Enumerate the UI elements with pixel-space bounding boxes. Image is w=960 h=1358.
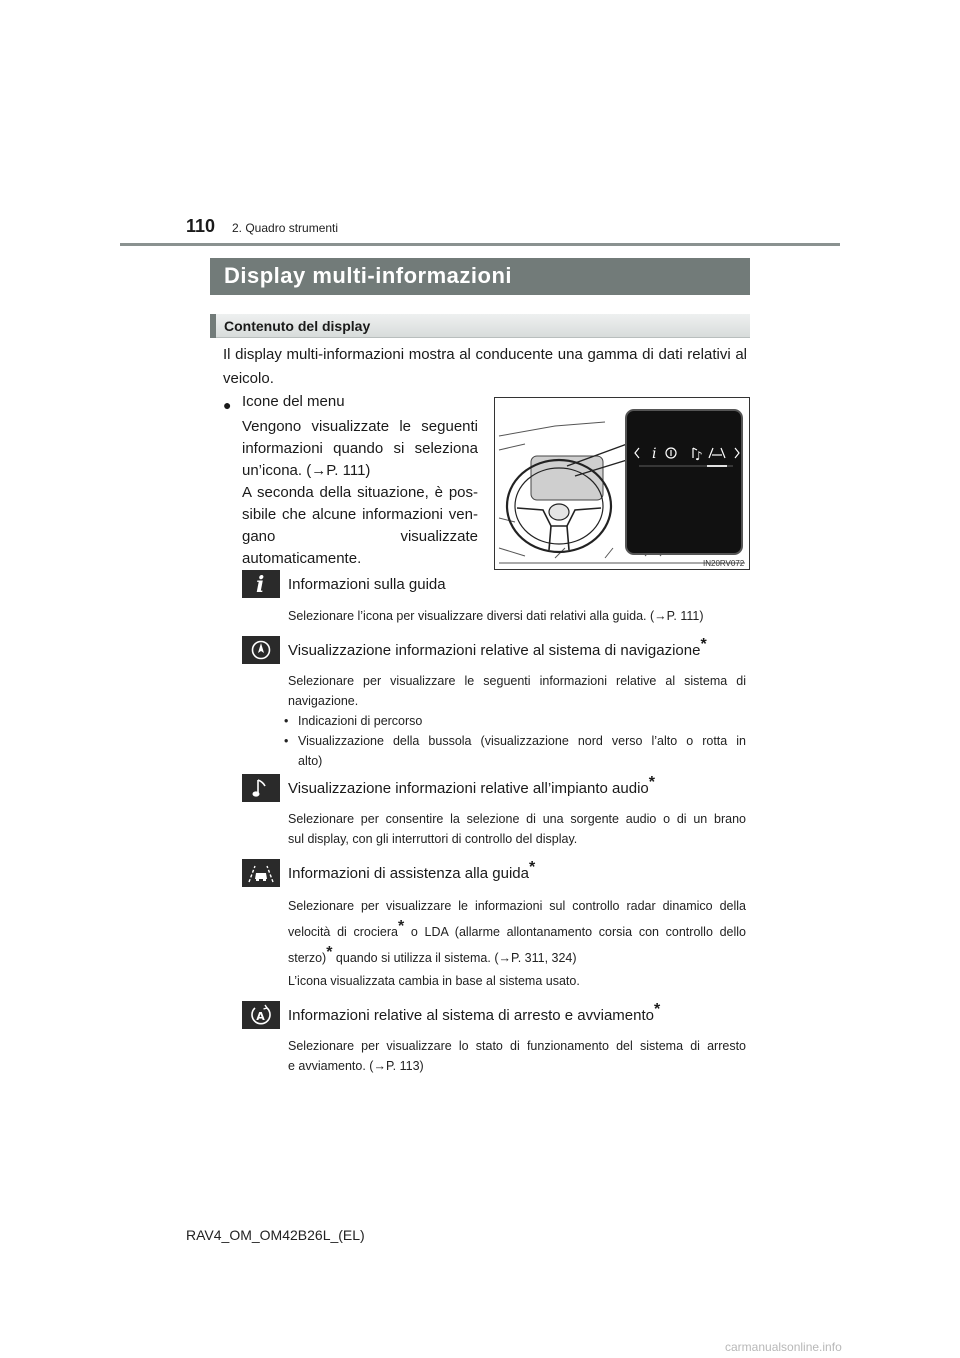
sub-bullet-marker: • bbox=[284, 734, 289, 748]
bullet-dot: ● bbox=[223, 397, 232, 413]
desc-line: alto) bbox=[298, 754, 323, 768]
svg-text:i: i bbox=[652, 446, 657, 462]
desc-line: Selezionare per visualizzare lo stato di funzionamento del sistema di arresto bbox=[288, 1039, 746, 1053]
footnote-mark: * bbox=[326, 943, 333, 961]
desc-line: Selezionare per visualizzare le seguenti informazioni relative al sistema di bbox=[288, 674, 746, 688]
desc-fragment: o LDA (allarme allontanamento corsia con controllo dello bbox=[404, 925, 746, 939]
subsection-bar bbox=[210, 314, 750, 338]
desc-line bbox=[288, 919, 746, 945]
subsection-accent bbox=[210, 314, 216, 338]
desc-line: sul display, con gli interruttori di controllo del display. bbox=[288, 832, 578, 846]
bullet-line: un’icona. (→P. 111) bbox=[242, 462, 371, 479]
footnote-mark: * bbox=[654, 1001, 661, 1018]
item-desc-driving-assist bbox=[288, 893, 746, 971]
item-title-driving-assist-text: Informazioni di assistenza alla guida bbox=[288, 865, 529, 882]
item-title-stop-start bbox=[288, 1001, 661, 1024]
bullet-line: gano visualizzate bbox=[242, 528, 478, 545]
steering-wheel-illustration bbox=[495, 398, 749, 569]
bullet-line: A seconda della situazione, è pos- bbox=[242, 484, 478, 501]
bullet-line: Vengono visualizzate le seguenti bbox=[242, 418, 478, 435]
chapter-title: 2. Quadro strumenti bbox=[232, 221, 339, 235]
intro-paragraph: Il display multi-informazioni mostra al conducente una gamma di dati relativi al veicolo. bbox=[223, 346, 747, 387]
desc-line bbox=[288, 945, 746, 971]
desc-line: Visualizzazione della bussola (visualizzazione nord verso l’alto o rotta in bbox=[298, 734, 746, 748]
item-desc-driving-assist-note: L’icona visualizzata cambia in base al sistema usato. bbox=[288, 974, 580, 988]
desc-fragment: sterzo) bbox=[288, 951, 327, 965]
item-title-driving-assist bbox=[288, 859, 536, 882]
footer-code: RAV4_OM_OM42B26L_(EL) bbox=[186, 1227, 365, 1243]
svg-text:A: A bbox=[256, 1010, 265, 1023]
footnote-mark: * bbox=[648, 774, 655, 791]
item-desc-navigation bbox=[288, 671, 746, 711]
dashboard-figure bbox=[494, 397, 750, 570]
item-title-navigation bbox=[288, 636, 707, 659]
footnote-mark: * bbox=[700, 636, 707, 653]
desc-line: Selezionare per visualizzare le informazioni sul controllo radar dinamico della bbox=[288, 899, 746, 913]
item-title-stop-start-text: Informazioni relative al sistema di arresto e avviamento bbox=[288, 1007, 654, 1024]
footnote-mark: * bbox=[528, 859, 536, 876]
sub-bullet-marker: • bbox=[284, 714, 289, 728]
section-title: Display multi-informazioni bbox=[210, 258, 750, 295]
subsection-title: Contenuto del display bbox=[224, 318, 371, 334]
navigation-icon bbox=[242, 636, 280, 664]
item-desc-audio bbox=[288, 809, 746, 849]
item-desc-driving-info: Selezionare l’icona per visualizzare diversi dati relativi alla guida. (→P. 111) bbox=[288, 609, 704, 623]
desc-line: navigazione. bbox=[288, 694, 359, 708]
item-title-audio-text: Visualizzazione informazioni relative all’impianto audio bbox=[288, 780, 649, 797]
item-desc-stop-start bbox=[288, 1036, 746, 1076]
desc-line: Selezionare per consentire la selezione di una sorgente audio o di un brano bbox=[288, 812, 746, 826]
bullet-title: Icone del menu bbox=[242, 393, 345, 410]
info-icon bbox=[242, 570, 280, 598]
bullet-body bbox=[242, 416, 478, 570]
footnote-mark: * bbox=[397, 917, 405, 935]
page-number: 110 bbox=[186, 216, 216, 236]
stop-start-icon bbox=[242, 1001, 280, 1029]
driving-assist-icon bbox=[242, 859, 280, 887]
desc-fragment: velocità di crociera bbox=[288, 925, 398, 939]
svg-text:♪: ♪ bbox=[695, 449, 703, 463]
audio-note-icon bbox=[242, 774, 280, 802]
sub-bullet-compass bbox=[298, 731, 746, 771]
item-title-audio bbox=[288, 774, 655, 797]
desc-fragment: quando si utilizza il sistema. (→P. 311, 324) bbox=[332, 951, 577, 965]
watermark: carmanualsonline.info bbox=[725, 1340, 842, 1354]
desc-line: e avviamento. (→P. 113) bbox=[288, 1059, 424, 1073]
bullet-line: automaticamente. bbox=[242, 550, 362, 567]
svg-text:i: i bbox=[256, 573, 265, 595]
figure-code: IN20RV072 bbox=[703, 559, 745, 568]
item-title-navigation-text: Visualizzazione informazioni relative al sistema di navigazione bbox=[288, 642, 701, 659]
bullet-line: sibile che alcune informazioni ven- bbox=[242, 506, 478, 523]
item-title-driving-info: Informazioni sulla guida bbox=[288, 576, 446, 593]
sub-bullet-route: Indicazioni di percorso bbox=[298, 714, 423, 728]
bullet-line: informazioni quando si seleziona bbox=[242, 440, 478, 457]
header-rule bbox=[120, 243, 840, 246]
